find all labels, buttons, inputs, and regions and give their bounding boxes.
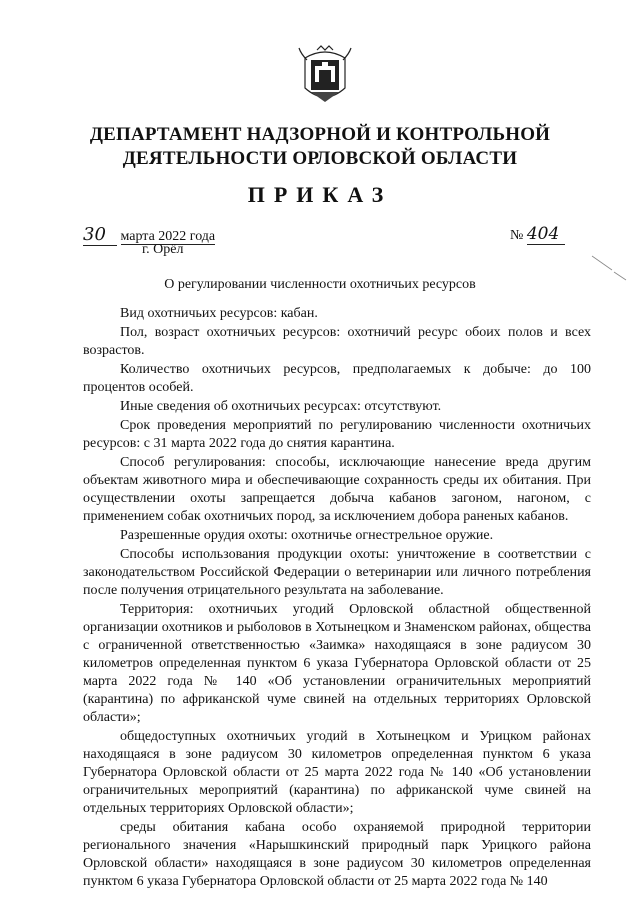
paragraph-other-info: Иные сведения об охотничьих ресурсах: отсутствуют. [120,399,442,414]
order-subject: О регулировании численности охотничьих ресурсов [164,277,476,292]
paragraph-method: Способ регулирования: способы, исключающие нанесение вреда другим объектам животного мира и обеспечивающие сохранность среды их обитания. При осуществлении охоты запрещается добыча кабанов загоном, нагоном, с применением собак охотничьих пород, за исключением добора раненых кабанов. [83,455,591,524]
order-month-year: марта 2022 года [120,229,216,244]
order-number-prefix: № [510,228,524,243]
paragraph-period: Срок проведения мероприятий по регулированию численности охотничьих ресурсов: с 31 марта 2022 года до снятия карантина. [83,418,591,451]
paragraph-weapons: Разрешенные орудия охоты: охотничье огнестрельное оружие. [120,528,494,543]
coat-of-arms-emblem [297,44,353,108]
paragraph-quantity: Количество охотничьих ресурсов, предполагаемых к добыче: до 100 процентов особей. [83,362,591,395]
order-number-handwritten: 404 [527,224,565,245]
order-day-handwritten: 30 [83,224,117,246]
paragraph-territory-public-lands: общедоступных охотничьих угодий в Хотынецком и Урицком районах находящаяся в зоне радиусом 30 километров определенная пунктом 6 указа Губернатора Орловской области от 25 марта 2022 года № 140 «Об установлении ограничительных мероприятий (карантина) по африканской чуме свиней на отдельных территориях Орловской области»; [83,729,591,816]
order-body [83,305,591,891]
paragraph-product-use: Способы использования продукции охоты: уничтожение в соответствии с законодательством Российской Федерации о ветеринарии или личного потребления после получения отрицательного результата на заболевание. [83,547,591,598]
paragraph-sex-age: Пол, возраст охотничьих ресурсов: охотничий ресурс обоих полов и всех возрастов. [83,325,591,358]
department-title-line2: ДЕЯТЕЛЬНОСТИ ОРЛОВСКОЙ ОБЛАСТИ [122,148,518,169]
paragraph-territory-park: среды обитания кабана особо охраняемой природной территории регионального значения «Нарышкинский природный парк Урицкого района Орловской области» находящаяся в зоне радиусом 30 километров определенная пунктом 6 указа Губернатора Орловской области от 25 марта 2022 года № 140 [83,820,591,889]
order-city: г. Орёл [142,242,184,257]
department-title [0,123,640,171]
paragraph-resource-type: Вид охотничьих ресурсов: кабан. [120,306,318,321]
document-type: ПРИКАЗ [247,182,393,207]
paragraph-territory: Территория: охотничьих угодий Орловской областной общественной организации охотников и рыболовов в Хотынецком и Знаменском районах, общества с ограниченной ответственностью «Заимка» находящаяся в зоне радиусом 30 километров определенная пунктом 6 указа Губернатора Орловской области от 25 марта 2022 года № 140 «Об установлении ограничительных мероприятий (карантина) по африканской чуме свиней на отдельных территориях Орловской области»; [83,602,591,725]
order-number [510,224,565,245]
department-title-line1: ДЕПАРТАМЕНТ НАДЗОРНОЙ И КОНТРОЛЬНОЙ [89,124,551,145]
